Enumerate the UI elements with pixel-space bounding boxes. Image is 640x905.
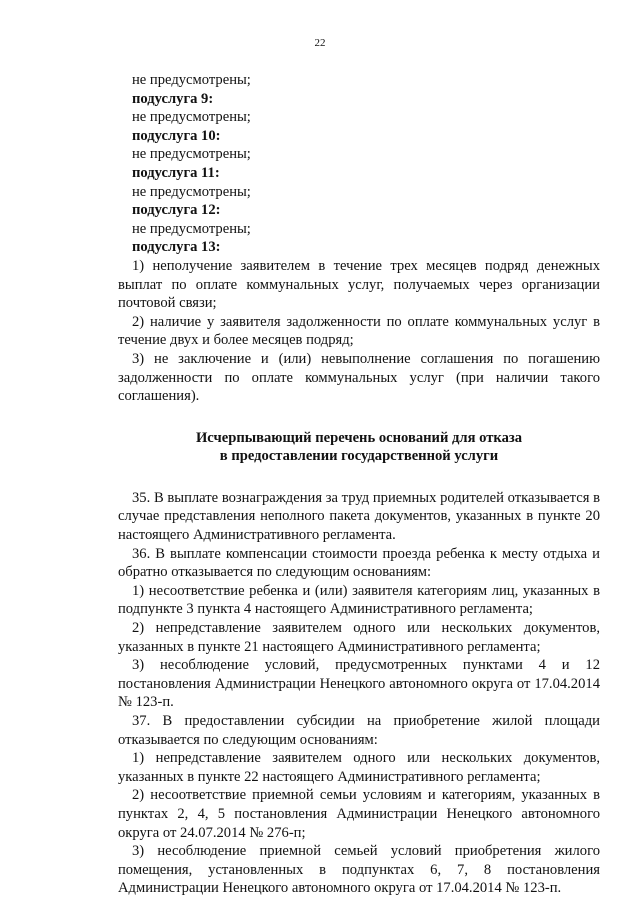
text-line: не предусмотрены; <box>132 109 251 126</box>
section-heading-line-2: в предоставлении государственной услуги <box>219 448 499 465</box>
subservice-heading: подуслуга 10: <box>132 127 221 144</box>
subservice-heading: подуслуга 13: <box>132 239 221 256</box>
paragraph: 2) наличие у заявителя задолженности по оплате коммунальных услуг в течение двух и более месяцев подряд; <box>118 313 600 349</box>
spacer <box>118 466 600 489</box>
paragraph: 1) непредставление заявителем одного или нескольких документов, указанных в пункте 22 настоящего Административного регламента; <box>118 750 600 785</box>
text-line: не предусмотрены; <box>132 220 251 237</box>
subservice-heading: подуслуга 12: <box>132 202 221 219</box>
paragraph: 3) не заключение и (или) невыполнение соглашения по погашению задолженности по оплате коммунальных услуг (при наличии такого соглашения). <box>118 350 600 405</box>
page-number: 22 <box>314 37 326 49</box>
paragraph: 1) несоответствие ребенка и (или) заявителя категориям лиц, указанных в подпункте 3 пункта 4 настоящего Административного регламента; <box>118 582 600 618</box>
spacer <box>118 406 600 429</box>
subservice-heading: подуслуга 9: <box>132 90 214 107</box>
paragraph: 1) неполучение заявителем в течение трех месяцев подряд денежных выплат по оплате коммунальных услуг, получаемых через организации почтовой связи; <box>118 257 600 312</box>
paragraph: 2) несоответствие приемной семьи условиям и категориям, указанных в пунктах 2, 4, 5 постановления Администрации Ненецкого автономного округа от 24.07.2014 № 276-п; <box>118 787 600 841</box>
document-body <box>118 71 600 898</box>
text-line: не предусмотрены; <box>132 146 251 163</box>
subservice-heading: подуслуга 11: <box>132 164 220 181</box>
text-line: не предусмотрены; <box>132 72 251 88</box>
paragraph: 35. В выплате вознаграждения за труд приемных родителей отказывается в случае представления неполного пакета документов, указанных в пункте 20 настоящего Административного регламента. <box>118 489 600 544</box>
section-heading-line-1: Исчерпывающий перечень оснований для отказа <box>195 429 523 446</box>
paragraph: 2) непредставление заявителем одного или нескольких документов, указанных в пункте 21 настоящего Административного регламента; <box>118 620 600 655</box>
paragraph: 3) несоблюдение приемной семьей условий приобретения жилого помещения, установленных в подпунктах 6, 7, 8 постановления Администрации Ненецкого автономного округа от 17.04.2014 № 123-п. <box>118 843 600 897</box>
paragraph: 3) несоблюдение условий, предусмотренных пунктами 4 и 12 постановления Администрации Ненецкого автономного округа от 17.04.2014 № 123-п. <box>118 657 600 711</box>
text-line: не предусмотрены; <box>132 183 251 200</box>
paragraph: 37. В предоставлении субсидии на приобретение жилой площади отказывается по следующим основаниям: <box>118 713 600 748</box>
paragraph: 36. В выплате компенсации стоимости проезда ребенка к месту отдыха и обратно отказывается по следующим основаниям: <box>118 545 600 581</box>
